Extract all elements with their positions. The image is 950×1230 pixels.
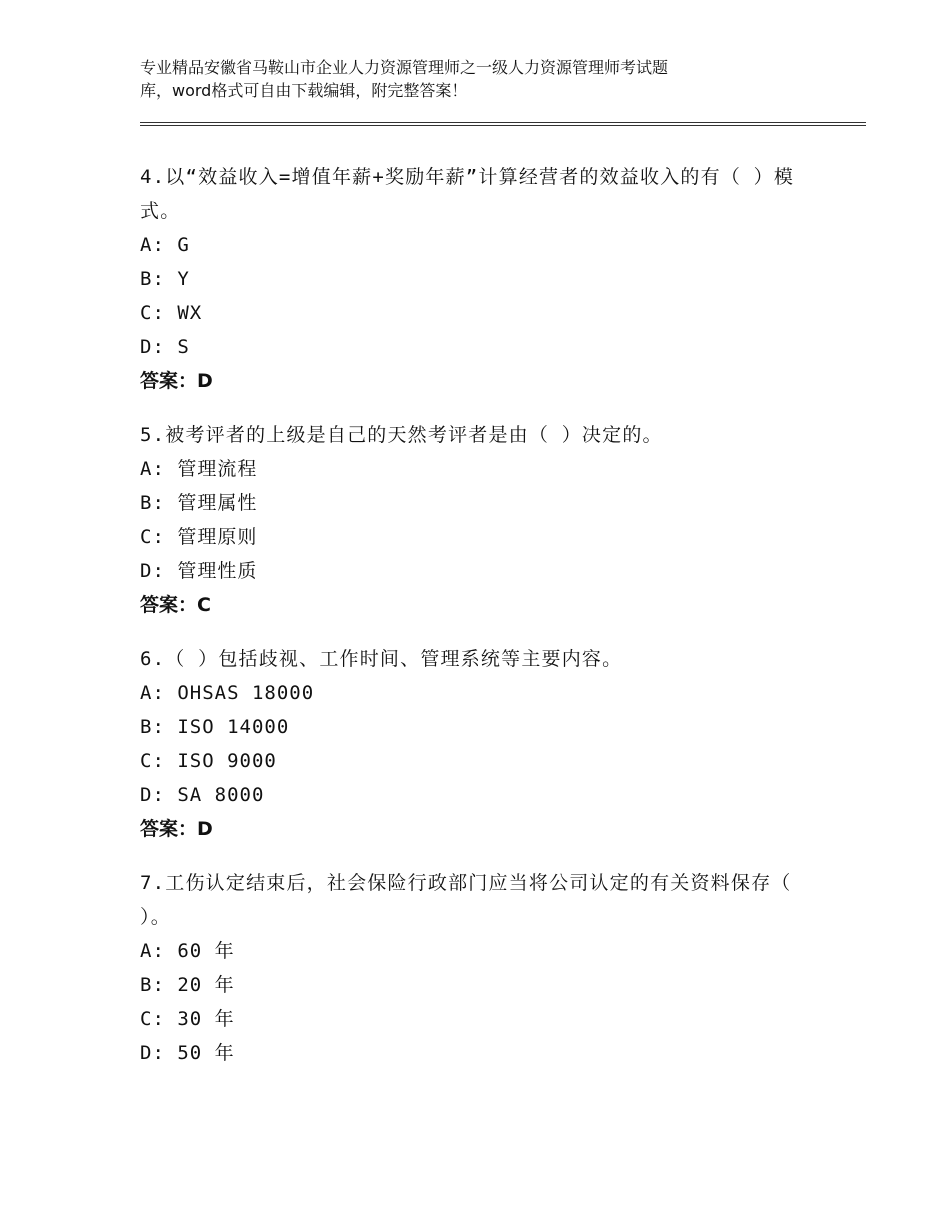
question-stem: 4.以“效益收入=增值年薪+奖励年薪”计算经营者的效益收入的有（ ）模式。 [140, 166, 795, 222]
option-a: A: G [140, 234, 190, 256]
option-d: D: 管理性质 [140, 560, 258, 582]
option-a: A: OHSAS 18000 [140, 682, 315, 704]
question-stem: 7.工伤认定结束后，社会保险行政部门应当将公司认定的有关资料保存（ ）。 [140, 872, 792, 928]
answer: 答案：D [140, 818, 213, 840]
option-d: D: S [140, 336, 190, 358]
option-c: C: ISO 9000 [140, 750, 277, 772]
option-d: D: 50 年 [140, 1042, 235, 1064]
question-7 [140, 866, 860, 1070]
option-a: A: 管理流程 [140, 458, 258, 480]
option-c: C: WX [140, 302, 203, 324]
answer: 答案：C [140, 594, 211, 616]
question-stem: 6.（ ）包括歧视、工作时间、管理系统等主要内容。 [140, 648, 623, 670]
header-line-1: 专业精品安徽省马鞍山市企业人力资源管理师之一级人力资源管理师考试题 [140, 58, 669, 77]
header-line-2: 库，word格式可自由下载编辑，附完整答案！ [140, 81, 468, 100]
question-6 [140, 642, 860, 846]
option-b: B: ISO 14000 [140, 716, 290, 738]
question-list [140, 160, 860, 1090]
option-b: B: 20 年 [140, 974, 235, 996]
answer: 答案：D [140, 370, 213, 392]
header-divider-bottom [140, 125, 866, 126]
question-5 [140, 418, 860, 622]
option-a: A: 60 年 [140, 940, 235, 962]
option-b: B: Y [140, 268, 190, 290]
question-4 [140, 160, 860, 398]
option-b: B: 管理属性 [140, 492, 258, 514]
option-c: C: 管理原则 [140, 526, 258, 548]
header-divider-top [140, 122, 866, 123]
option-d: D: SA 8000 [140, 784, 265, 806]
question-stem: 5.被考评者的上级是自己的天然考评者是由（ ）决定的。 [140, 424, 663, 446]
option-c: C: 30 年 [140, 1008, 235, 1030]
document-header [140, 56, 840, 102]
